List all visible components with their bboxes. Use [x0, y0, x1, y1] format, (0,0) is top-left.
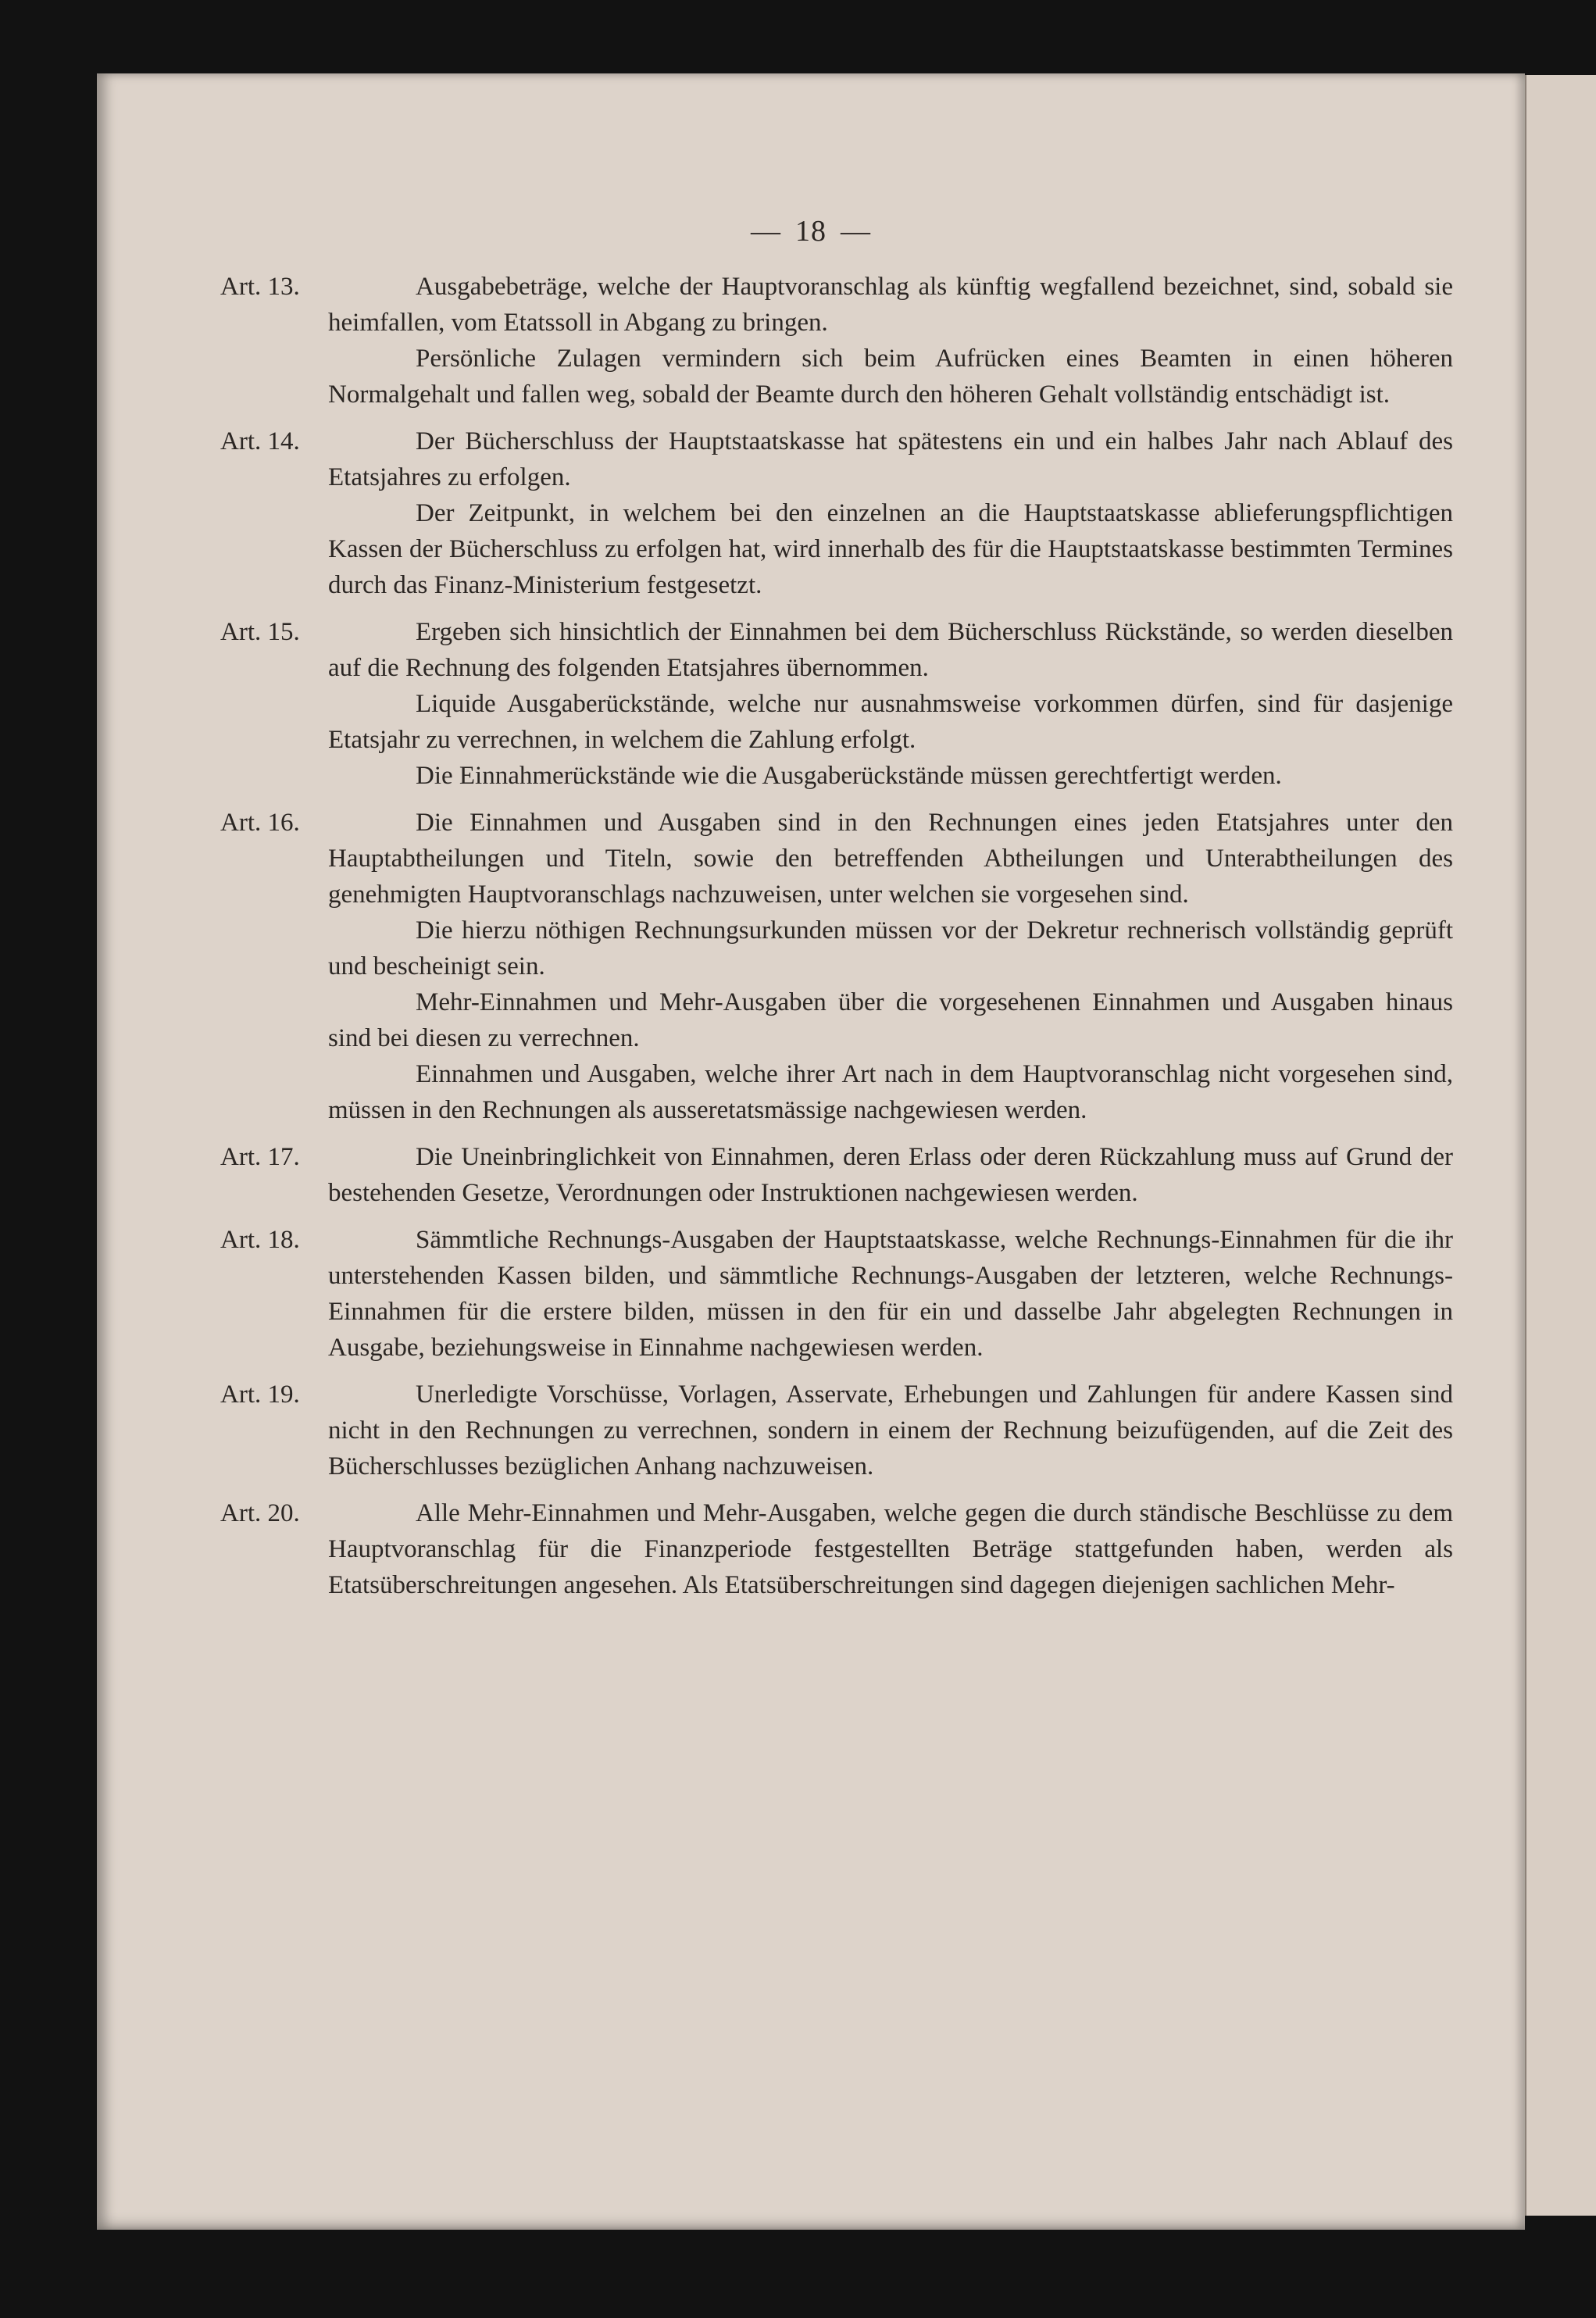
- adjacent-page-edge: [1522, 75, 1596, 2216]
- article-paragraph: Die Einnahmerückstände wie die Ausgaberückstände müssen gerechtfertigt werden.: [416, 762, 1282, 790]
- article-body: [328, 1377, 1453, 1484]
- article-label: Art. 20.: [220, 1499, 300, 1527]
- article-paragraph: Einnahmen und Ausgaben, welche ihrer Art nach in dem Hauptvoranschlag nicht vorgesehen sind, müssen in den Rechnungen als ausseretatsmässige nachgewiesen werden.: [328, 1060, 1453, 1124]
- article-body: [328, 614, 1453, 794]
- article-label: Art. 17.: [220, 1143, 300, 1171]
- article-label: Art. 18.: [220, 1226, 300, 1254]
- article-paragraph: Mehr-Einnahmen und Mehr-Ausgaben über die vorgesehenen Einnahmen und Ausgaben hinaus sind bei diesen zu verrechnen.: [328, 988, 1453, 1052]
- article-paragraph: Der Bücherschluss der Hauptstaatskasse hat spätestens ein und ein halbes Jahr nach Ablauf des Etatsjahres zu erfolgen.: [328, 427, 1453, 491]
- article-paragraph: Die Uneinbringlichkeit von Einnahmen, deren Erlass oder deren Rückzahlung muss auf Grund der bestehenden Gesetze, Verordnungen oder Instruktionen nachgewiesen werden.: [328, 1143, 1453, 1207]
- article-16: [97, 805, 1525, 1128]
- article-label: Art. 16.: [220, 809, 300, 837]
- article-19: [97, 1377, 1525, 1484]
- page-number-value: 18: [795, 215, 827, 248]
- article-label: Art. 19.: [220, 1380, 300, 1409]
- article-paragraph: Alle Mehr-Einnahmen und Mehr-Ausgaben, welche gegen die durch ständische Beschlüsse zu dem Hauptvoranschlag für die Finanzperiode festgestellten Beträge stattgefunden haben, werden als Etatsüberschreitungen angesehen. Als Etatsüberschreitungen sind dagegen diejenigen sachlichen Mehr-: [328, 1499, 1453, 1599]
- article-17: [97, 1139, 1525, 1211]
- article-label: Art. 15.: [220, 618, 300, 646]
- page-number: [97, 214, 1525, 248]
- article-paragraph: Ergeben sich hinsichtlich der Einnahmen bei dem Bücherschluss Rückstände, so werden dieselben auf die Rechnung des folgenden Etatsjahres übernommen.: [328, 618, 1453, 682]
- article-body: [328, 1139, 1453, 1211]
- article-paragraph: Die Einnahmen und Ausgaben sind in den Rechnungen eines jeden Etatsjahres unter den Hauptabtheilungen und Titeln, sowie den betreffenden Abtheilungen und Unterabtheilungen des genehmigten Hauptvoranschlags nachzuweisen, unter welchen sie vorgesehen sind.: [328, 809, 1453, 909]
- article-paragraph: Der Zeitpunkt, in welchem bei den einzelnen an die Hauptstaatskasse ablieferungspflichtigen Kassen der Bücherschluss zu erfolgen hat, wird innerhalb des für die Hauptstaatskasse bestimmten Termines durch das Finanz-Ministerium festgesetzt.: [328, 499, 1453, 599]
- article-label: Art. 13.: [220, 273, 300, 301]
- article-14: [97, 423, 1525, 603]
- article-paragraph: Die hierzu nöthigen Rechnungsurkunden müssen vor der Dekretur rechnerisch vollständig geprüft und bescheinigt sein.: [328, 916, 1453, 980]
- article-label: Art. 14.: [220, 427, 300, 455]
- page-number-dash-left: —: [751, 215, 781, 248]
- article-13: [97, 269, 1525, 413]
- articles-list: [97, 269, 1525, 1614]
- article-paragraph: Ausgabebeträge, welche der Hauptvoranschlag als künftig wegfallend bezeichnet, sind, sobald sie heimfallen, vom Etatssoll in Abgang zu bringen.: [328, 273, 1453, 337]
- article-paragraph: Persönliche Zulagen vermindern sich beim Aufrücken eines Beamten in einen höheren Normalgehalt und fallen weg, sobald der Beamte durch den höheren Gehalt vollständig entschädigt ist.: [328, 345, 1453, 409]
- article-paragraph: Sämmtliche Rechnungs-Ausgaben der Hauptstaatskasse, welche Rechnungs-Einnahmen für die ihr unterstehenden Kassen bilden, und sämmtliche Rechnungs-Ausgaben der letzteren, welche Rechnungs-Einnahmen für die erstere bilden, müssen in den für ein und dasselbe Jahr abgelegten Rechnungen in Ausgabe, beziehungsweise in Einnahme nachgewiesen werden.: [328, 1226, 1453, 1362]
- page-number-dash-right: —: [841, 215, 871, 248]
- article-18: [97, 1222, 1525, 1366]
- article-body: [328, 269, 1453, 413]
- article-body: [328, 1222, 1453, 1366]
- article-body: [328, 805, 1453, 1128]
- article-paragraph: Unerledigte Vorschüsse, Vorlagen, Asservate, Erhebungen und Zahlungen für andere Kassen sind nicht in den Rechnungen zu verrechnen, sondern in einem der Rechnung beizufügenden, auf die Zeit des Bücherschlusses bezüglichen Anhang nachzuweisen.: [328, 1380, 1453, 1480]
- article-paragraph: Liquide Ausgaberückstände, welche nur ausnahmsweise vorkommen dürfen, sind für dasjenige Etatsjahr zu verrechnen, in welchem die Zahlung erfolgt.: [328, 690, 1453, 754]
- article-15: [97, 614, 1525, 794]
- article-20: [97, 1495, 1525, 1603]
- document-page: [97, 73, 1525, 2230]
- article-body: [328, 1495, 1453, 1603]
- article-body: [328, 423, 1453, 603]
